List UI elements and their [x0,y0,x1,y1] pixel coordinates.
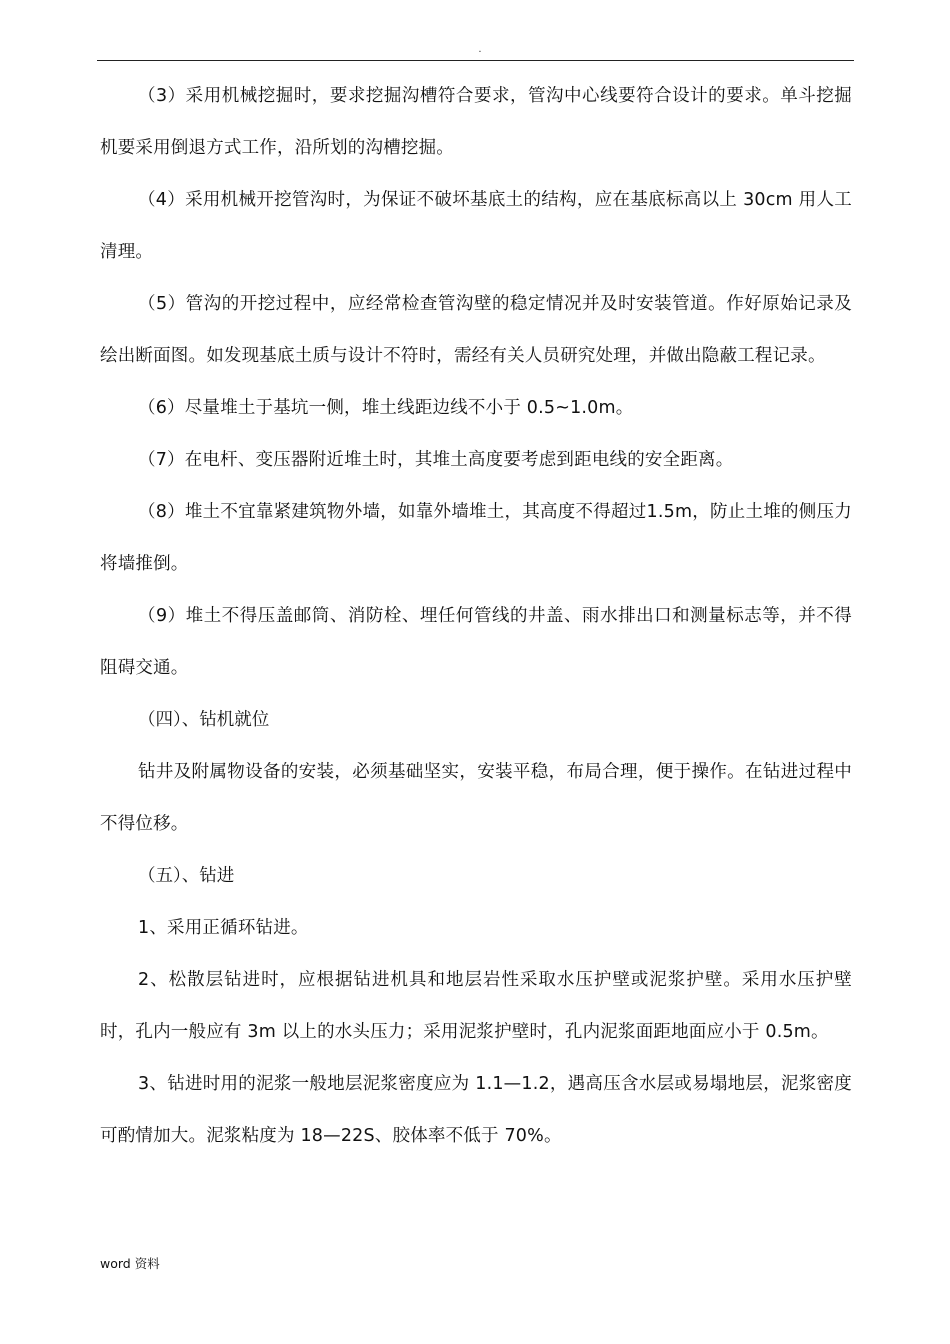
section-heading-drill-positioning: （四）、钻机就位 [138,710,270,730]
header-rule [97,60,854,61]
paragraph-drill-installation: 钻井及附属物设备的安装，必须基础坚实，安装平稳，布局合理，便于操作。在钻进过程中不得位移。 [100,762,852,834]
paragraph-item-8: （8）堆土不宜靠紧建筑物外墙，如靠外墙堆土，其高度不得超过1.5m，防止土堆的侧压力将墙推倒。 [100,502,852,574]
paragraph-item-5: （5）管沟的开挖过程中，应经常检查管沟壁的稳定情况并及时安装管道。作好原始记录及绘出断面图。如发现基底土质与设计不符时，需经有关人员研究处理，并做出隐蔽工程记录。 [100,294,852,366]
header-mark: . [478,44,482,55]
paragraph-drilling-3: 3、钻进时用的泥浆一般地层泥浆密度应为 1.1—1.2，遇高压含水层或易塌地层，泥浆密度可酌情加大。泥浆粘度为 18—22S、胶体率不低于 70%。 [100,1074,852,1146]
paragraph-item-4: （4）采用机械开挖管沟时，为保证不破坏基底土的结构，应在基底标高以上 30cm 用人工清理。 [100,190,852,262]
footer-label: word 资料 [100,1256,160,1271]
paragraph-item-6: （6）尽量堆土于基坑一侧，堆土线距边线不小于 0.5~1.0m。 [138,398,634,418]
paragraph-drilling-2: 2、松散层钻进时，应根据钻进机具和地层岩性采取水压护壁或泥浆护壁。采用水压护壁时，孔内一般应有 3m 以上的水头压力；采用泥浆护壁时，孔内泥浆面距地面应小于 0.5m。 [100,970,852,1042]
document-body [100,70,852,1162]
paragraph-item-9: （9）堆土不得压盖邮筒、消防栓、埋任何管线的井盖、雨水排出口和测量标志等，并不得阻碍交通。 [100,606,852,678]
section-heading-drilling: （五）、钻进 [138,866,235,886]
paragraph-item-3: （3）采用机械挖掘时，要求挖掘沟槽符合要求，管沟中心线要符合设计的要求。单斗挖掘机要采用倒退方式工作，沿所划的沟槽挖掘。 [100,86,852,158]
paragraph-item-7: （7）在电杆、变压器附近堆土时，其堆土高度要考虑到距电线的安全距离。 [138,450,734,470]
paragraph-drilling-1: 1、采用正循环钻进。 [138,918,309,938]
